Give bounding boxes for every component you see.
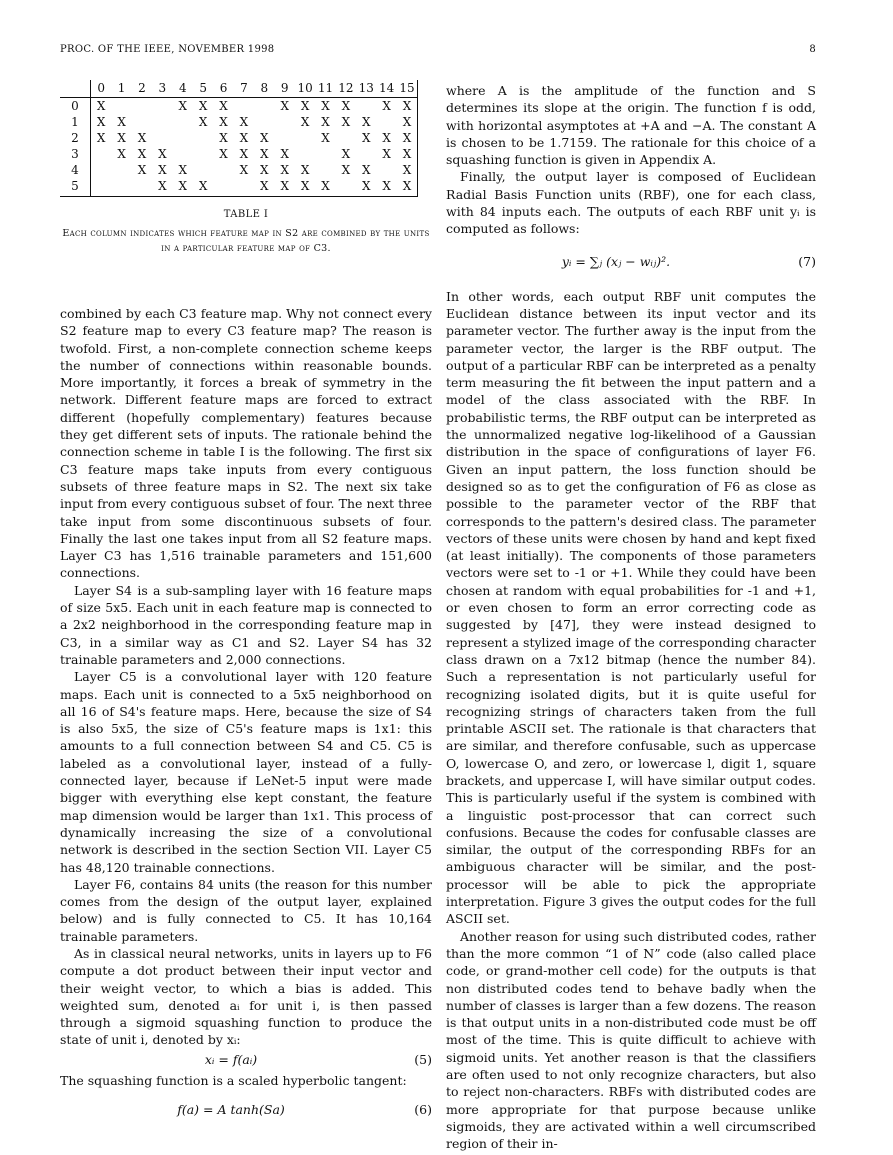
table-cell: [315, 162, 335, 178]
table-cell: X: [300, 99, 310, 113]
table-cell: [193, 162, 213, 178]
table-cell: X: [219, 99, 228, 113]
equation-expression: xᵢ = f(aᵢ): [204, 1051, 258, 1067]
paragraph: where A is the amplitude of the function and S determines its slope at the origin. The function f is odd, with horizontal asymptotes at +A and −A. The constant A is chosen to be 1.7159. The rationale for this choice of a squashing function is given in Appendix A.: [446, 83, 816, 168]
table-cell: X: [315, 178, 335, 197]
table-cell: X: [280, 147, 289, 161]
table-cell: X: [254, 178, 274, 197]
table-cell: X: [137, 131, 147, 145]
table-cell: X: [397, 162, 418, 178]
table-cell: X: [193, 178, 213, 197]
table-cell: [254, 98, 274, 115]
paragraph: combined by each C3 feature map. Why not connect every S2 feature map to every C3 feature map? The reason is twofold. First, a non-complete connection scheme keeps the number of connections within reasonable bounds. More importantly, it forces a break of symmetry in the network. Different feature maps are forced to extract different (hopefully complementary) features because they get different sets of inputs. The rationale behind the connection scheme in table I is the following. The first six C3 feature maps take inputs from every contiguous subsets of three feature maps in S2. The next six take input from every contiguous subset of four. The next three take input from some discontinuous subsets of four. Finally the last one takes input from all S2 feature maps. Layer C3 has 1,516 trainable parameters and 151,600 connections.: [60, 306, 432, 581]
table-cell: [295, 146, 315, 162]
table-column-header: 11: [315, 80, 335, 98]
table-cell: X: [178, 163, 188, 177]
table-cell: X: [341, 99, 351, 113]
paragraph: As in classical neural networks, units in layers up to F6 compute a dot product between their input vector and their weight vector, to which a bias is added. This weighted sum, denoted aᵢ for unit i, is then passed through a sigmoid squashing function to produce the state of unit i, denoted by xᵢ:: [60, 945, 432, 1048]
table-cell: X: [219, 131, 228, 145]
table-column-header: 10: [295, 80, 315, 98]
table-cell: X: [280, 99, 289, 113]
table-row-header: 0: [60, 98, 91, 115]
equation-5: [60, 1051, 432, 1068]
table-row: [60, 98, 418, 115]
table-cell: [91, 146, 112, 162]
table-cell: X: [397, 146, 418, 162]
table-cell: X: [239, 163, 249, 177]
table-cell: [173, 114, 193, 130]
table-column-header: 5: [193, 80, 213, 98]
table-cell: [275, 130, 295, 146]
equation-number: (6): [414, 1102, 432, 1118]
table-i: [60, 80, 432, 256]
table-title: TABLE I: [223, 209, 269, 220]
table-cell: X: [260, 163, 269, 177]
table-cell: X: [173, 178, 193, 197]
equation-7: [446, 240, 816, 284]
table-cell: [173, 146, 193, 162]
table-cell: [132, 114, 152, 130]
table-cell: X: [321, 131, 330, 145]
table-cell: X: [321, 115, 330, 129]
table-cell: [234, 178, 254, 197]
paragraph: The squashing function is a scaled hyperbolic tangent:: [60, 1073, 407, 1089]
table-column-header: 4: [173, 80, 193, 98]
table-row: [60, 162, 418, 178]
table-cell: [91, 162, 112, 178]
table-row-header: 1: [60, 114, 91, 130]
table-column-header: 13: [356, 80, 376, 98]
table-cell: [193, 130, 213, 146]
table-cell: [152, 98, 172, 115]
table-column-header: 12: [336, 80, 356, 98]
table-cell: X: [397, 130, 418, 146]
table-cell: [213, 162, 233, 178]
table-cell: [152, 114, 172, 130]
table-cell: [336, 130, 356, 146]
table-cell: X: [280, 163, 289, 177]
table-cell: X: [117, 115, 126, 129]
table-cell: [336, 178, 356, 197]
table-cell: X: [362, 163, 371, 177]
table-cell: X: [198, 99, 208, 113]
table-caption: Each column indicates which feature map in S2 are combined by the units in a particular feature map of C3.: [62, 228, 430, 254]
table-cell: X: [239, 115, 249, 129]
table-row-header: 3: [60, 146, 91, 162]
table-row: [60, 178, 418, 197]
table-cell: [254, 114, 274, 130]
running-header: [60, 44, 816, 55]
connection-table: [60, 80, 418, 197]
table-cell: X: [362, 131, 371, 145]
paragraph: Layer S4 is a sub-sampling layer with 16 feature maps of size 5x5. Each unit in each feature map is connected to a 2x2 neighborhood in the corresponding feature map in C3, in a similar way as C1 and S2. Layer S4 has 32 trainable parameters and 2,000 connections.: [60, 582, 432, 667]
table-cell: X: [260, 147, 269, 161]
table-cell: X: [300, 163, 310, 177]
left-column: [60, 305, 432, 1123]
table-cell: [275, 114, 295, 130]
table-cell: X: [96, 131, 106, 145]
table-column-header: 14: [376, 80, 396, 98]
table-cell: X: [137, 147, 147, 161]
equation-number: (7): [798, 254, 816, 270]
table-column-header: 2: [132, 80, 152, 98]
table-cell: [91, 178, 112, 197]
table-cell: X: [117, 147, 126, 161]
table-row-header: 4: [60, 162, 91, 178]
table-column-header: 6: [213, 80, 233, 98]
table-row: [60, 114, 418, 130]
table-cell: [111, 98, 131, 115]
paragraph: Layer F6, contains 84 units (the reason for this number comes from the design of the output layer, explained below) and is fully connected to C5. It has 10,164 trainable parameters.: [60, 876, 432, 944]
table-row: [60, 130, 418, 146]
table-cell: X: [96, 99, 106, 113]
equation-expression: f(a) = A tanh(Sa): [177, 1102, 285, 1118]
table-cell: X: [376, 178, 396, 197]
table-cell: [152, 130, 172, 146]
table-cell: [315, 146, 335, 162]
paragraph: Another reason for using such distributed codes, rather than the more common “1 of N” code (also called place code, or grand-mother cell code) for the outputs is that non distributed codes tend to behave badly when the number of classes is larger than a few dozens. The reason is that output units in a non-distributed code must be off most of the time. This is quite difficult to achieve with sigmoid units. Yet another reason is that the classifiers are often used to not only recognize characters, but also to reject non-characters. RBFs with distributed codes are more appropriate for that purpose because unlike sigmoids, they are activated within a well circumscribed region of their in-: [446, 928, 816, 1152]
table-cell: X: [300, 115, 310, 129]
table-cell: [356, 98, 376, 115]
paragraph: In other words, each output RBF unit computes the Euclidean distance between its input vector and its parameter vector. The further away is the input from the parameter vector, the larger is the RBF output. The output of a particular RBF can be interpreted as a penalty term measuring the fit between the input pattern and a model of the class associated with the RBF. In probabilistic terms, the RBF output can be interpreted as the unnormalized negative log-likelihood of a Gaussian distribution in the space of configurations of layer F6. Given an input pattern, the loss function should be designed so as to get the configuration of F6 as close as possible to the parameter vector of the RBF that corresponds to the pattern's desired class. The parameter vectors of these units were chosen by hand and kept fixed (at least initially). The components of those parameters vectors were set to -1 or +1. While they could have been chosen at random with equal probabilities for -1 and +1, or even chosen to form an error correcting code as suggested by [47], they were instead designed to represent a stylized image of the corresponding character class drawn on a 7x12 bitmap (hence the number 84). Such a representation is not particularly useful for recognizing isolated digits, but it is quite useful for recognizing strings of characters taken from the full printable ASCII set. The rationale is that characters that are similar, and therefore confusable, such as uppercase O, lowercase O, and zero, or lowercase l, digit 1, square brackets, and uppercase I, will have similar output codes. This is particularly useful if the system is combined with a linguistic post-processor that can correct such confusions. Because the codes for confusable classes are similar, the output of the corresponding RBFs for an ambiguous character will be similar, and the post-processor will be able to pick the appropriate interpretation. Figure 3 gives the output codes for the full ASCII set.: [446, 288, 816, 927]
table-cell: [376, 114, 396, 130]
table-cell: X: [158, 163, 167, 177]
table-cell: X: [321, 99, 330, 113]
table-cell: X: [382, 131, 391, 145]
table-cell: X: [295, 178, 315, 197]
table-row-header: 2: [60, 130, 91, 146]
table-cell: X: [382, 99, 391, 113]
table-cell: [376, 162, 396, 178]
table-cell: X: [397, 178, 418, 197]
right-column: [446, 82, 816, 1153]
equation-number: (5): [414, 1051, 432, 1067]
table-column-header: 1: [111, 80, 131, 98]
table-cell: X: [397, 98, 418, 115]
paragraph: Finally, the output layer is composed of Euclidean Radial Basis Function units (RBF), one for each class, with 84 inputs each. The outputs of each RBF unit yᵢ is computed as follows:: [446, 169, 816, 237]
table-cell: X: [219, 115, 228, 129]
equation-6: [60, 1101, 432, 1118]
table-column-header: 9: [275, 80, 295, 98]
header-journal: PROC. OF THE IEEE, NOVEMBER 1998: [60, 44, 275, 55]
table-cell: X: [382, 147, 391, 161]
table-cell: X: [198, 115, 208, 129]
table-column-header: 3: [152, 80, 172, 98]
table-cell: X: [275, 178, 295, 197]
table-cell: [111, 162, 131, 178]
table-cell: [173, 130, 193, 146]
table-cell: X: [341, 115, 351, 129]
table-cell: X: [178, 99, 188, 113]
table-cell: [132, 178, 152, 197]
table-cell: X: [96, 115, 106, 129]
table-header-row: [60, 80, 418, 98]
equation-expression: yᵢ = ∑ⱼ (xⱼ − wᵢⱼ)².: [561, 254, 671, 270]
table-cell: X: [137, 163, 147, 177]
table-row-header: 5: [60, 178, 91, 197]
page-number: 8: [809, 44, 816, 55]
table-cell: [193, 146, 213, 162]
table-cell: [234, 98, 254, 115]
table-row: [60, 146, 418, 162]
table-cell: X: [397, 114, 418, 130]
table-cell: [356, 146, 376, 162]
table-cell: X: [260, 131, 269, 145]
table-cell: X: [219, 147, 228, 161]
table-cell: X: [362, 115, 371, 129]
table-column-header: 7: [234, 80, 254, 98]
table-cell: X: [341, 147, 351, 161]
table-column-header: 8: [254, 80, 274, 98]
table-cell: X: [356, 178, 376, 197]
table-cell: X: [158, 147, 167, 161]
table-cell: [213, 178, 233, 197]
table-column-header: 15: [397, 80, 418, 98]
table-cell: X: [239, 147, 249, 161]
table-cell: X: [117, 131, 126, 145]
table-cell: X: [341, 163, 351, 177]
table-cell: [295, 130, 315, 146]
table-corner: [60, 80, 91, 98]
table-cell: [111, 178, 131, 197]
table-cell: X: [239, 131, 249, 145]
table-body: [60, 98, 418, 197]
table-cell: X: [152, 178, 172, 197]
table-column-header: 0: [91, 80, 112, 98]
table-cell: [132, 98, 152, 115]
paragraph: Layer C5 is a convolutional layer with 120 feature maps. Each unit is connected to a 5x5 neighborhood on all 16 of S4's feature maps. Here, because the size of S4 is also 5x5, the size of C5's feature maps is 1x1: this amounts to a full connection between S4 and C5. C5 is labeled as a convolutional layer, instead of a fully-connected layer, because if LeNet-5 input were made bigger with everything else kept constant, the feature map dimension would be larger than 1x1. This process of dynamically increasing the size of a convolutional network is described in the section Section VII. Layer C5 has 48,120 trainable connections.: [60, 669, 432, 875]
